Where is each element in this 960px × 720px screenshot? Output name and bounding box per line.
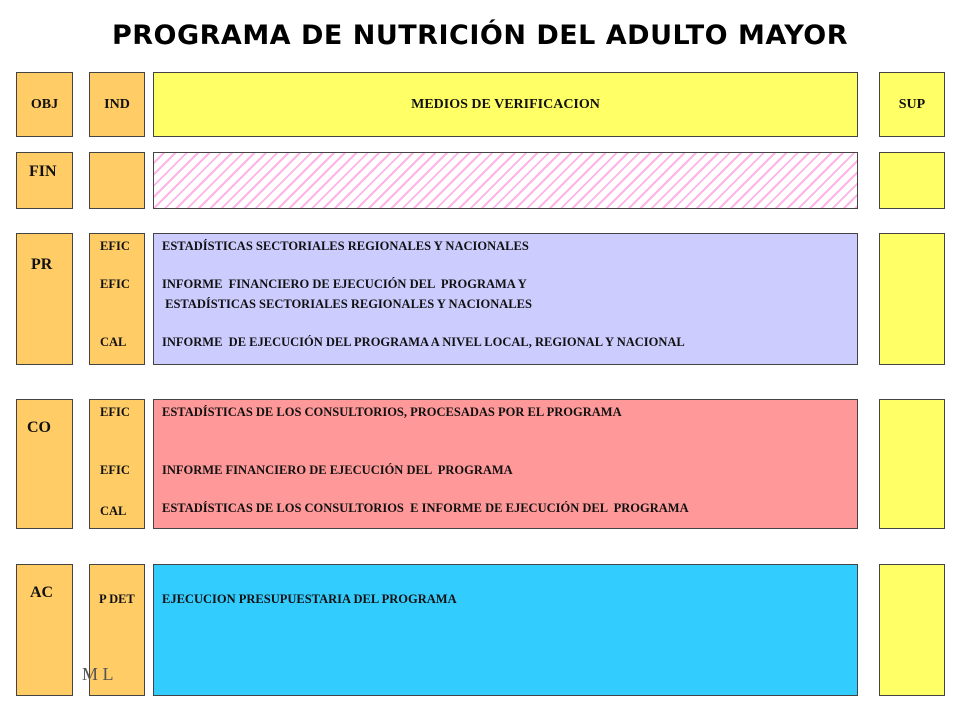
pr-medios-2: INFORME FINANCIERO DE EJECUCIÓN DEL PROGRAMA Y (162, 277, 527, 291)
ac-obj-label: AC (26, 583, 57, 603)
page-title: PROGRAMA DE NUTRICIÓN DEL ADULTO MAYOR (111, 20, 849, 51)
ac-sup-box (879, 564, 945, 696)
co-medios-3: ESTADÍSTICAS DE LOS CONSULTORIOS E INFORME DE EJECUCIÓN DEL PROGRAMA (162, 501, 689, 515)
header-sup-label: SUP (898, 96, 926, 112)
fin-ind-box (89, 152, 145, 209)
co-medios-2: INFORME FINANCIERO DE EJECUCIÓN DEL PROGRAMA (162, 463, 513, 477)
header-obj (16, 72, 73, 137)
header-ind (89, 72, 145, 137)
co-ind-2: EFIC (100, 463, 130, 477)
pr-obj-box (16, 233, 73, 365)
co-medios-1: ESTADÍSTICAS DE LOS CONSULTORIOS, PROCESADAS POR EL PROGRAMA (162, 405, 622, 419)
ac-medios-box (153, 564, 858, 696)
pr-ind-3: CAL (100, 335, 127, 349)
header-ind-label: IND (104, 96, 130, 112)
pr-ind-1: EFIC (100, 239, 130, 253)
header-medios (153, 72, 858, 137)
pr-obj-label: PR (27, 255, 56, 275)
header-medios-label: MEDIOS DE VERIFICACION (411, 96, 600, 112)
co-ind-1: EFIC (100, 405, 130, 419)
co-ind-3: CAL (100, 504, 127, 518)
header-sup (879, 72, 945, 137)
pr-medios-3: ESTADÍSTICAS SECTORIALES REGIONALES Y NACIONALES (162, 297, 532, 311)
pr-medios-4: INFORME DE EJECUCIÓN DEL PROGRAMA A NIVEL LOCAL, REGIONAL Y NACIONAL (162, 335, 685, 349)
footer-fragment: M L (82, 664, 114, 684)
fin-medios-box (153, 152, 858, 209)
co-sup-box (879, 399, 945, 529)
pr-ind-2: EFIC (100, 277, 130, 291)
fin-sup-box (879, 152, 945, 209)
fin-obj-label: FIN (25, 162, 61, 182)
pr-medios-1: ESTADÍSTICAS SECTORIALES REGIONALES Y NACIONALES (162, 239, 529, 253)
ac-ind-1: P DET (99, 592, 135, 606)
pr-sup-box (879, 233, 945, 365)
co-obj-label: CO (23, 417, 55, 439)
header-obj-label: OBJ (30, 96, 59, 112)
ac-medios-1: EJECUCION PRESUPUESTARIA DEL PROGRAMA (162, 592, 457, 606)
